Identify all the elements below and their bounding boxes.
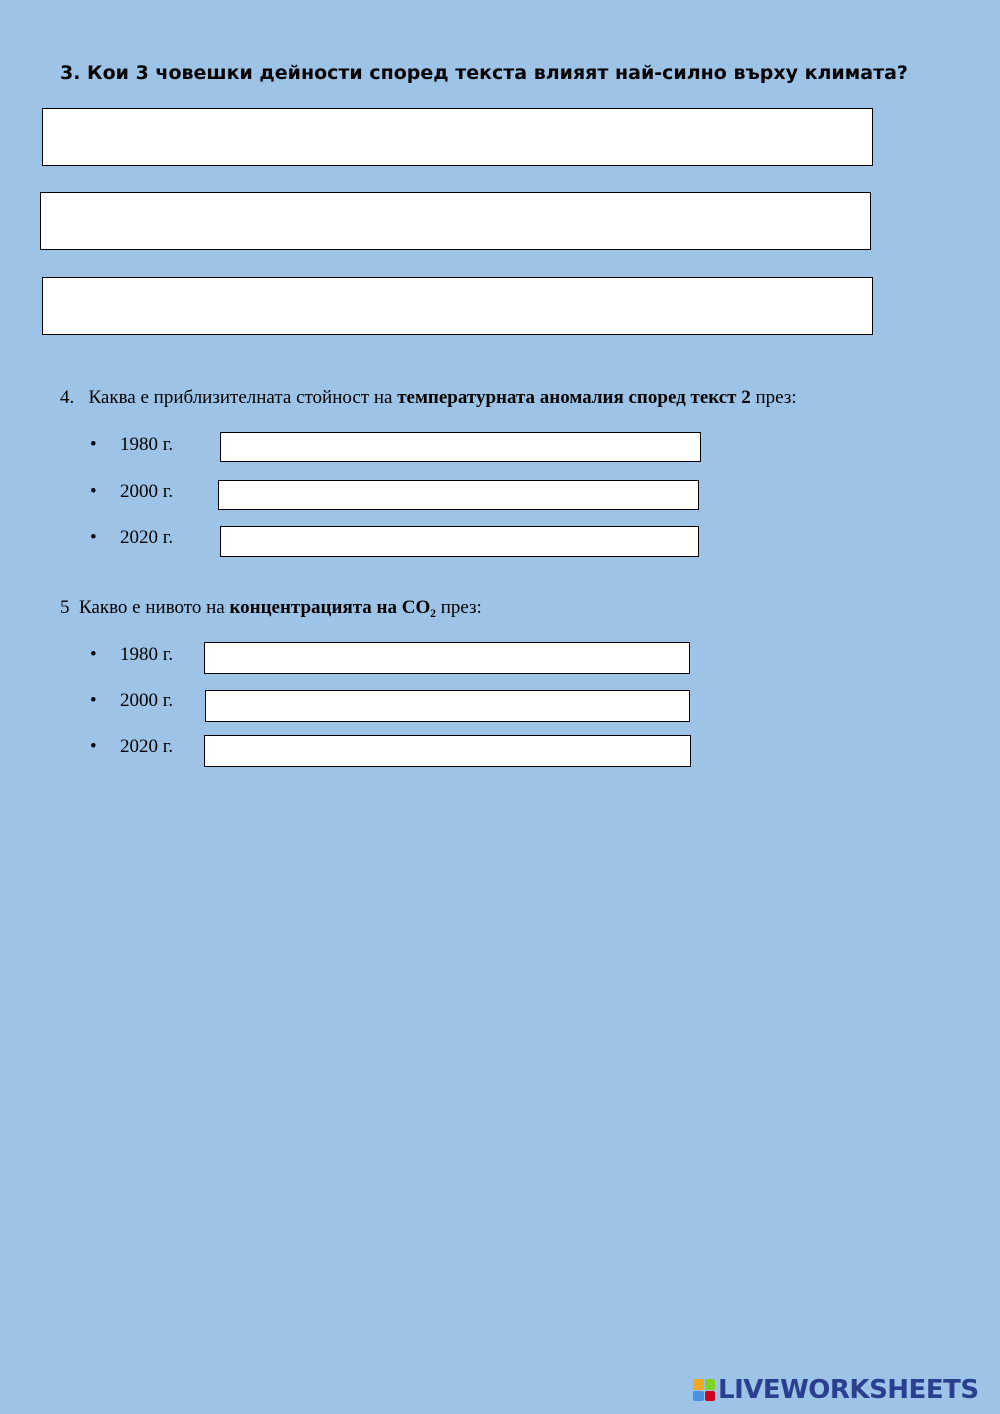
bullet-icon: • (90, 690, 97, 711)
answer-box-q4-2000[interactable] (218, 480, 699, 510)
question-5-text-pre: Какво е нивото на (79, 597, 230, 618)
question-4-text (60, 387, 797, 409)
question-5-text (60, 597, 482, 619)
answer-box-q3-2[interactable] (40, 192, 871, 250)
q4-item-label: 2020 г. (120, 527, 174, 548)
question-4-text-post: през: (750, 387, 797, 408)
bullet-icon: • (90, 644, 97, 665)
answer-box-q3-3[interactable] (42, 277, 873, 335)
question-4-text-pre: Каква е приблизителната стойност на (88, 387, 398, 408)
liveworksheets-logo-icon (693, 1379, 715, 1401)
q5-item-label: 1980 г. (120, 644, 174, 665)
question-5-number: 5 (60, 597, 70, 618)
bullet-icon: • (90, 527, 97, 548)
q5-item-label: 2020 г. (120, 736, 174, 757)
question-5-text-post: през: (435, 597, 482, 618)
logo-text: LIVEWORKSHEETS (718, 1375, 979, 1405)
liveworksheets-logo (693, 1375, 979, 1405)
answer-box-q5-2020[interactable] (204, 735, 691, 767)
answer-box-q3-1[interactable] (42, 108, 873, 166)
question-4-number: 4. (60, 387, 75, 408)
q4-item-label: 1980 г. (120, 434, 174, 455)
question-4-text-bold: температурната аномалия според текст 2 (397, 387, 751, 408)
question-3-title: 3. Кои 3 човешки дейности според текста влияят най-силно върху климата? (60, 62, 908, 84)
bullet-icon: • (90, 736, 97, 757)
answer-box-q5-2000[interactable] (205, 690, 690, 722)
bullet-icon: • (90, 481, 97, 502)
bullet-icon: • (90, 434, 97, 455)
question-5-text-bold: концентрацията на CO₂ (229, 597, 436, 618)
q5-item-label: 2000 г. (120, 690, 174, 711)
answer-box-q4-1980[interactable] (220, 432, 701, 462)
answer-box-q4-2020[interactable] (220, 526, 699, 557)
answer-box-q5-1980[interactable] (204, 642, 690, 674)
q4-item-label: 2000 г. (120, 481, 174, 502)
